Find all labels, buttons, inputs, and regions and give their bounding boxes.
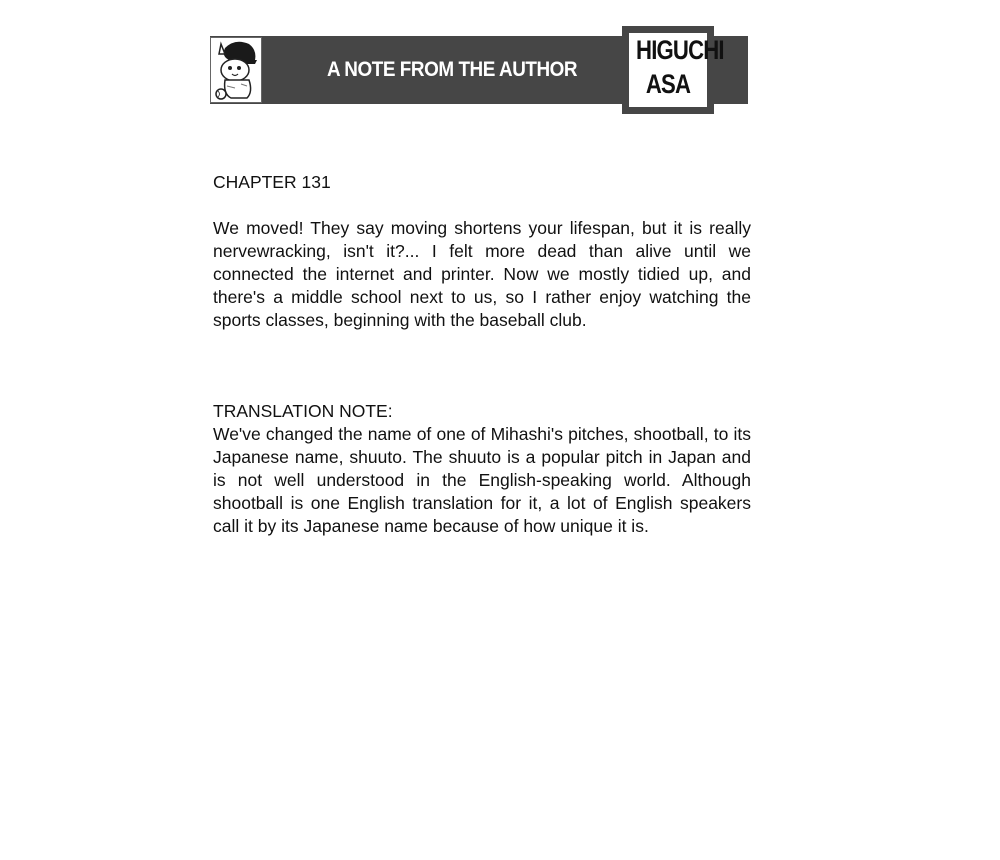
translation-note-heading: TRANSLATION NOTE: bbox=[213, 401, 393, 421]
author-name bbox=[629, 33, 724, 107]
page-title: A NOTE FROM THE AUTHOR bbox=[327, 58, 578, 81]
translation-note-body: We've changed the name of one of Mihashi's pitches, shootball, to its Japanese name, shuuto. The shuuto is a popular pitch in Japan and is not well understood in the English-speaking world. Although shootball is one English translation for it, a lot of English speakers call it by its Japanese name because of how unique it is. bbox=[213, 424, 751, 536]
mascot-cat-with-cap-icon bbox=[210, 37, 262, 103]
author-last-name: ASA bbox=[645, 69, 691, 99]
author-first-name: HIGUCHI bbox=[636, 35, 724, 65]
author-note-body: We moved! They say moving shortens your lifespan, but it is really nervewracking, isn't it?... I felt more dead than alive until we connected the internet and printer. Now we mostly tidied up, and there's a middle school next to us, so I rather enjoy watching the sports classes, beginning with the baseball club. bbox=[213, 218, 751, 330]
author-name-badge bbox=[622, 26, 724, 114]
note-content bbox=[213, 171, 751, 538]
chapter-heading: CHAPTER 131 bbox=[213, 172, 331, 192]
